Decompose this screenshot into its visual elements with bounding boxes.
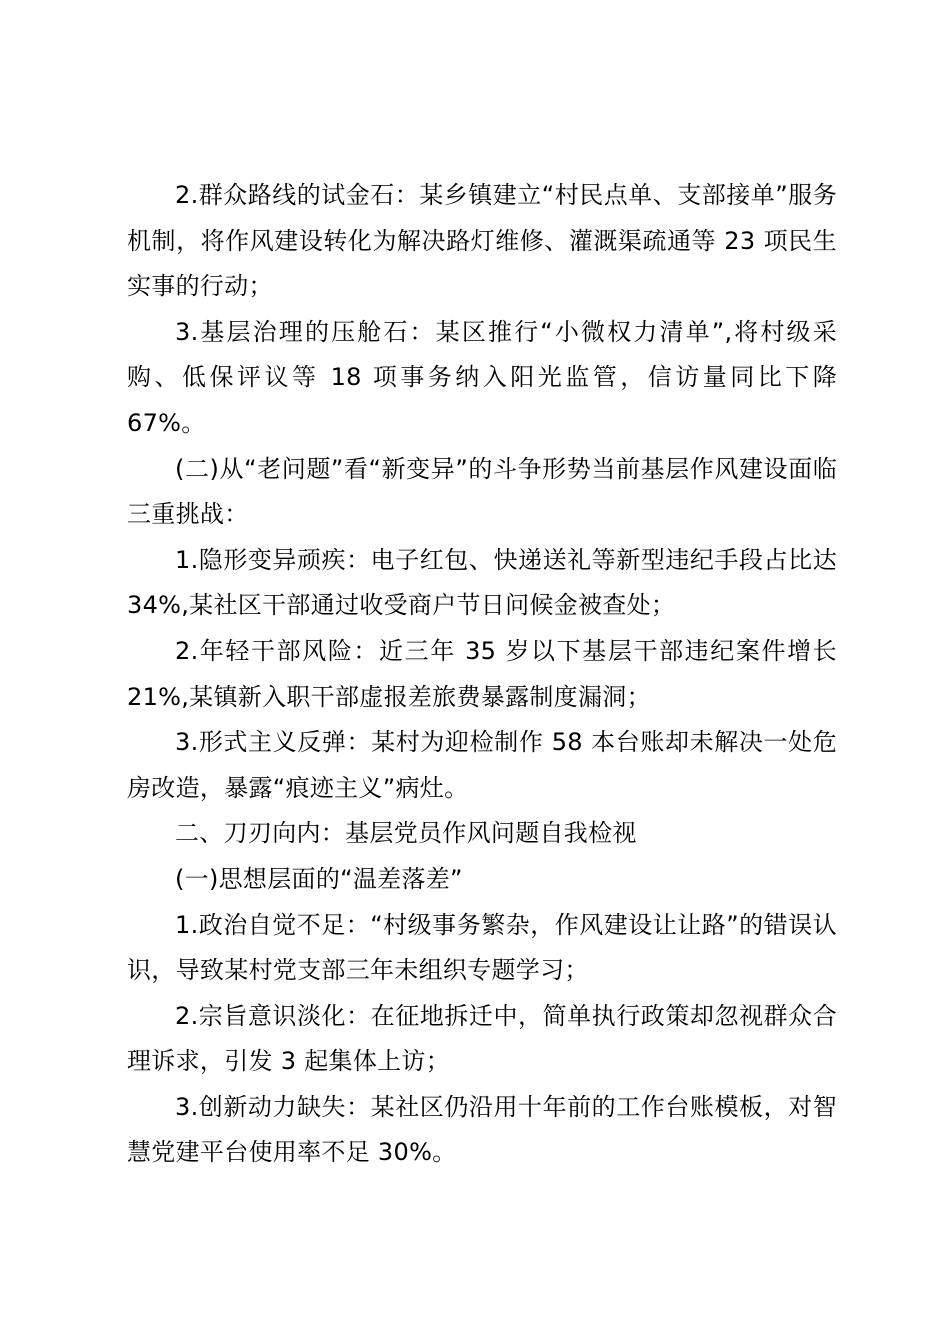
paragraph-young-cadre-risk: 2.年轻干部风险：近三年 35 岁以下基层干部违纪案件增长 21%,某镇新入职干部虚报差旅费暴露制度漏洞；: [127, 636, 837, 711]
subsection-heading-ideology: (一)思想层面的“温差落差”: [175, 864, 463, 893]
paragraph-purpose-awareness: 2.宗旨意识淡化：在征地拆迁中，简单执行政策却忽视群众合理诉求，引发 3 起集体上访；: [127, 1001, 837, 1076]
paragraph-innovation-motivation: 3.创新动力缺失：某社区仍沿用十年前的工作台账模板，对智慧党建平台使用率不足 30%。: [127, 1092, 837, 1167]
paragraph-grassroots-governance: 3.基层治理的压舱石：某区推行“小微权力清单”,将村级采购、低保评议等 18 项事务纳入阳光监管，信访量同比下降 67%。: [127, 317, 837, 437]
paragraph-formalism-rebound: 3.形式主义反弹：某村为迎检制作 58 本台账却未解决一处危房改造，暴露“痕迹主义”病灶。: [127, 728, 837, 802]
paragraph-political-awareness: 1.政治自觉不足：“村级事务繁杂，作风建设让让路”的错误认识，导致某村党支部三年未组织专题学习；: [127, 910, 837, 985]
paragraph-section-two-heading: (二)从“老问题”看“新变异”的斗争形势当前基层作风建设面临三重挑战：: [127, 454, 837, 529]
document-body: [127, 173, 837, 1176]
paragraph-hidden-variation: 1.隐形变异顽疾：电子红包、快递送礼等新型违纪手段占比达 34%,某社区干部通过收受商户节日问候金被查处；: [127, 545, 837, 620]
paragraph-mass-line: 2.群众路线的试金石：某乡镇建立“村民点单、支部接单”服务机制，将作风建设转化为解决路灯维修、灌溉渠疏通等 23 项民生实事的行动；: [127, 181, 837, 301]
section-heading-self-examination: 二、刀刃向内：基层党员作风问题自我检视: [175, 819, 637, 848]
